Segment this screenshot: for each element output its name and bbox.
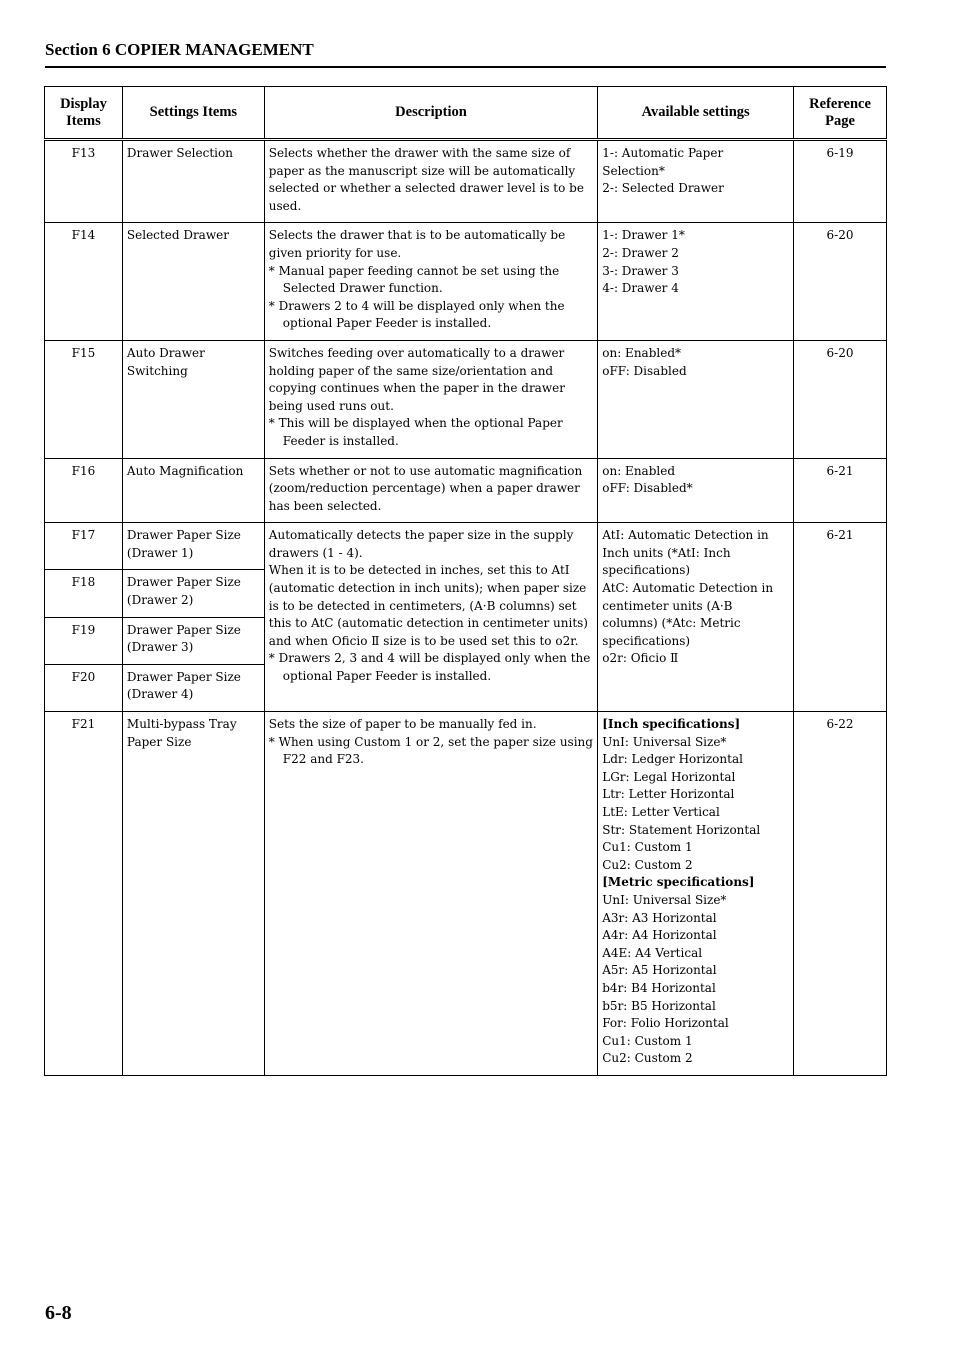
setting-option: Cu1: Custom 1 [602, 840, 693, 855]
column-header: Available settings [598, 87, 794, 140]
column-header: Display Items [45, 87, 123, 140]
setting-option: Ltr: Letter Horizontal [602, 787, 735, 802]
description-text: Automatically detects the paper size in the supply drawers (1 - 4). [268, 528, 574, 560]
settings-item: Selected Drawer [122, 223, 264, 341]
settings-item: Drawer Paper Size (Drawer 1) [122, 523, 264, 570]
display-item: F21 [45, 712, 123, 1076]
description-note: * Drawers 2, 3 and 4 will be displayed only when the optional Paper Feeder is installed. [268, 651, 591, 684]
available-settings [598, 712, 794, 1076]
available-settings [598, 523, 794, 712]
setting-option: A5r: A5 Horizontal [602, 963, 717, 978]
setting-option: A3r: A3 Horizontal [602, 910, 717, 925]
setting-option: 3-: Drawer 3 [602, 263, 679, 278]
description [264, 523, 597, 712]
settings-item: Multi-bypass Tray Paper Size [122, 712, 264, 1076]
setting-option: AtC: Automatic Detection in centimeter units (A·B columns) (*Atc: Metric specifications) [602, 581, 774, 648]
description [264, 223, 597, 341]
available-settings [598, 458, 794, 523]
setting-option: For: Folio Horizontal [602, 1016, 729, 1031]
reference-page: 6-20 [794, 340, 887, 458]
reference-page: 6-19 [794, 140, 887, 223]
setting-option: 1-: Drawer 1* [602, 228, 685, 243]
setting-option: UnI: Universal Size* [602, 734, 727, 749]
setting-option: A4E: A4 Vertical [602, 945, 703, 960]
page-number: 6-8 [45, 1302, 72, 1324]
table-row [45, 223, 887, 341]
setting-option: 2-: Drawer 2 [602, 245, 679, 260]
setting-option: Cu1: Custom 1 [602, 1033, 693, 1048]
display-item: F14 [45, 223, 123, 341]
setting-option: 2-: Selected Drawer [602, 181, 724, 196]
description [264, 340, 597, 458]
table-row [45, 523, 887, 570]
column-header: Reference Page [794, 87, 887, 140]
display-item: F13 [45, 140, 123, 223]
settings-item: Auto Magnification [122, 458, 264, 523]
display-item: F17 [45, 523, 123, 570]
column-header: Description [264, 87, 597, 140]
setting-option: oFF: Disabled [602, 363, 687, 378]
available-settings [598, 223, 794, 341]
description-text: Switches feeding over automatically to a drawer holding paper of the same size/orientation and copying continues when the paper in the drawer being used runs out. [268, 345, 565, 413]
setting-option: 1-: Automatic Paper Selection* [602, 146, 724, 178]
description-text: Selects whether the drawer with the same size of paper as the manuscript size will be automatically selected or whether a selected drawer level is to be used. [268, 146, 584, 213]
setting-option: Str: Statement Horizontal [602, 822, 761, 837]
setting-option: on: Enabled [602, 463, 676, 478]
table-row [45, 340, 887, 458]
section-header: Section 6 COPIER MANAGEMENT [45, 40, 886, 68]
description [264, 458, 597, 523]
setting-option: LGr: Legal Horizontal [602, 769, 736, 784]
setting-option: A4r: A4 Horizontal [602, 928, 717, 943]
setting-option: UnI: Universal Size* [602, 892, 727, 907]
settings-group-heading: [Metric specifications] [602, 875, 755, 890]
reference-page: 6-21 [794, 523, 887, 712]
setting-option: AtI: Automatic Detection in Inch units (*AtI: Inch specifications) [602, 528, 769, 578]
setting-option: b5r: B5 Horizontal [602, 998, 716, 1013]
setting-option: Cu2: Custom 2 [602, 1051, 693, 1066]
setting-option: o2r: Oficio Ⅱ [602, 651, 679, 666]
setting-option: oFF: Disabled* [602, 481, 693, 496]
settings-item: Drawer Selection [122, 140, 264, 223]
settings-item: Auto Drawer Switching [122, 340, 264, 458]
display-item: F16 [45, 458, 123, 523]
reference-page: 6-21 [794, 458, 887, 523]
table-row [45, 712, 887, 1076]
table-row [45, 458, 887, 523]
reference-page: 6-20 [794, 223, 887, 341]
table-header-row [45, 87, 887, 140]
description [264, 712, 597, 1076]
settings-group-heading: [Inch specifications] [602, 717, 741, 732]
description-text: Selects the drawer that is to be automatically be given priority for use. [268, 228, 566, 260]
description-text: When it is to be detected in inches, set this to AtI (automatic detection in inch units); when paper size is to be detected in centimeters, (A·B columns) set this to AtC (automatic detection in centimeter units) and when Oficio Ⅱ size is to be used set this to o2r. [268, 563, 588, 648]
setting-option: 4-: Drawer 4 [602, 281, 679, 296]
description-note: * This will be displayed when the optional Paper Feeder is installed. [268, 416, 563, 448]
settings-item: Drawer Paper Size (Drawer 2) [122, 570, 264, 617]
available-settings [598, 340, 794, 458]
table-row [45, 140, 887, 223]
setting-option: LtE: Letter Vertical [602, 805, 720, 819]
column-header: Settings Items [122, 87, 264, 140]
setting-option: on: Enabled* [602, 345, 682, 360]
setting-option: Ldr: Ledger Horizontal [602, 752, 743, 767]
display-item: F15 [45, 340, 123, 458]
description-note: * Drawers 2 to 4 will be displayed only when the optional Paper Feeder is installed. [268, 298, 565, 331]
setting-option: b4r: B4 Horizontal [602, 980, 716, 995]
available-settings [598, 140, 794, 223]
settings-table [44, 86, 887, 1076]
settings-item: Drawer Paper Size (Drawer 4) [122, 664, 264, 711]
description-note: * Manual paper feeding cannot be set using the Selected Drawer function. [268, 263, 560, 296]
reference-page: 6-22 [794, 712, 887, 1076]
description-text: Sets the size of paper to be manually fed in. [268, 717, 537, 732]
display-item: F20 [45, 664, 123, 711]
description-note: * When using Custom 1 or 2, set the paper size using F22 and F23. [268, 734, 593, 767]
settings-item: Drawer Paper Size (Drawer 3) [122, 617, 264, 664]
display-item: F18 [45, 570, 123, 617]
display-item: F19 [45, 617, 123, 664]
description-text: Sets whether or not to use automatic magnification (zoom/reduction percentage) when a paper drawer has been selected. [268, 463, 583, 513]
description [264, 140, 597, 223]
setting-option: Cu2: Custom 2 [602, 857, 693, 872]
